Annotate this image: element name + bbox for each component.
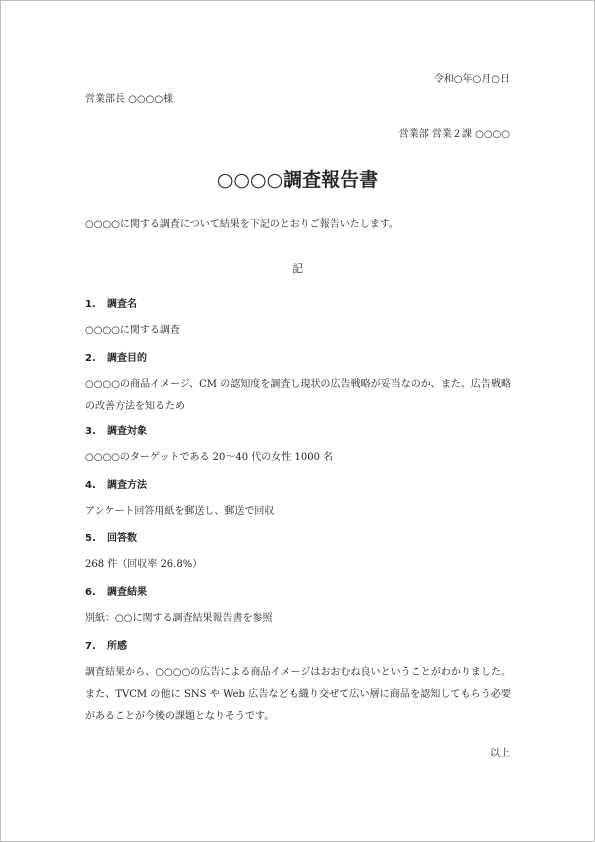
section-number: 5. [85,533,96,544]
section-number: 6. [85,587,96,598]
section-heading [85,298,137,311]
section-heading [85,586,147,599]
section-body: 調査結果から、○○○○の広告による商品イメージはおおむね良いということがわかりました。また、TVCM の他に SNS や Web 広告なども織り交ぜて広い層に商品を認知してもらう必要があることが今後の課題となりそうです。 [85,667,511,722]
section-title: 所感 [107,641,127,652]
section-number: 3. [85,426,96,437]
section-heading [85,640,127,653]
document-date: 令和○年○月○日 [433,74,510,85]
section-body: アンケート回答用紙を郵送し、郵送で回収 [85,506,275,517]
ki-mark: 記 [292,262,303,275]
recipient: 営業部長 ○○○○様 [85,94,174,105]
section-heading [85,425,147,438]
section-title: 調査方法 [107,480,147,491]
section-title: 調査対象 [107,426,147,437]
section-title: 調査結果 [107,587,147,598]
section-title: 調査名 [107,299,137,310]
intro-text: ○○○○に関する調査について結果を下記のとおりご報告いたします。 [85,219,399,230]
section-body: ○○○○の商品イメージ、CM の認知度を調査し現状の広告戦略が妥当なのか、また、広告戦略の改善方法を知るため [85,379,511,412]
closing-mark: 以上 [490,748,510,759]
section-body: 別紙：○○に関する調査結果報告書を参照 [85,613,273,624]
section-body: ○○○○に関する調査 [85,325,180,336]
section-number: 7. [85,641,96,652]
section-heading [85,532,137,545]
section-heading [85,352,147,365]
section-heading [85,479,147,492]
section-title: 回答数 [107,533,137,544]
section-number: 1. [85,299,96,310]
section-title: 調査目的 [107,353,147,364]
section-number: 2. [85,353,96,364]
section-number: 4. [85,480,96,491]
sender: 営業部 営業２課 ○○○○ [398,129,510,140]
document-title: ○○○○調査報告書 [216,169,379,191]
section-body: ○○○○のターゲットである 20～40 代の女性 1000 名 [85,452,334,463]
section-body: 268 件（回収率 26.8%） [85,559,203,570]
